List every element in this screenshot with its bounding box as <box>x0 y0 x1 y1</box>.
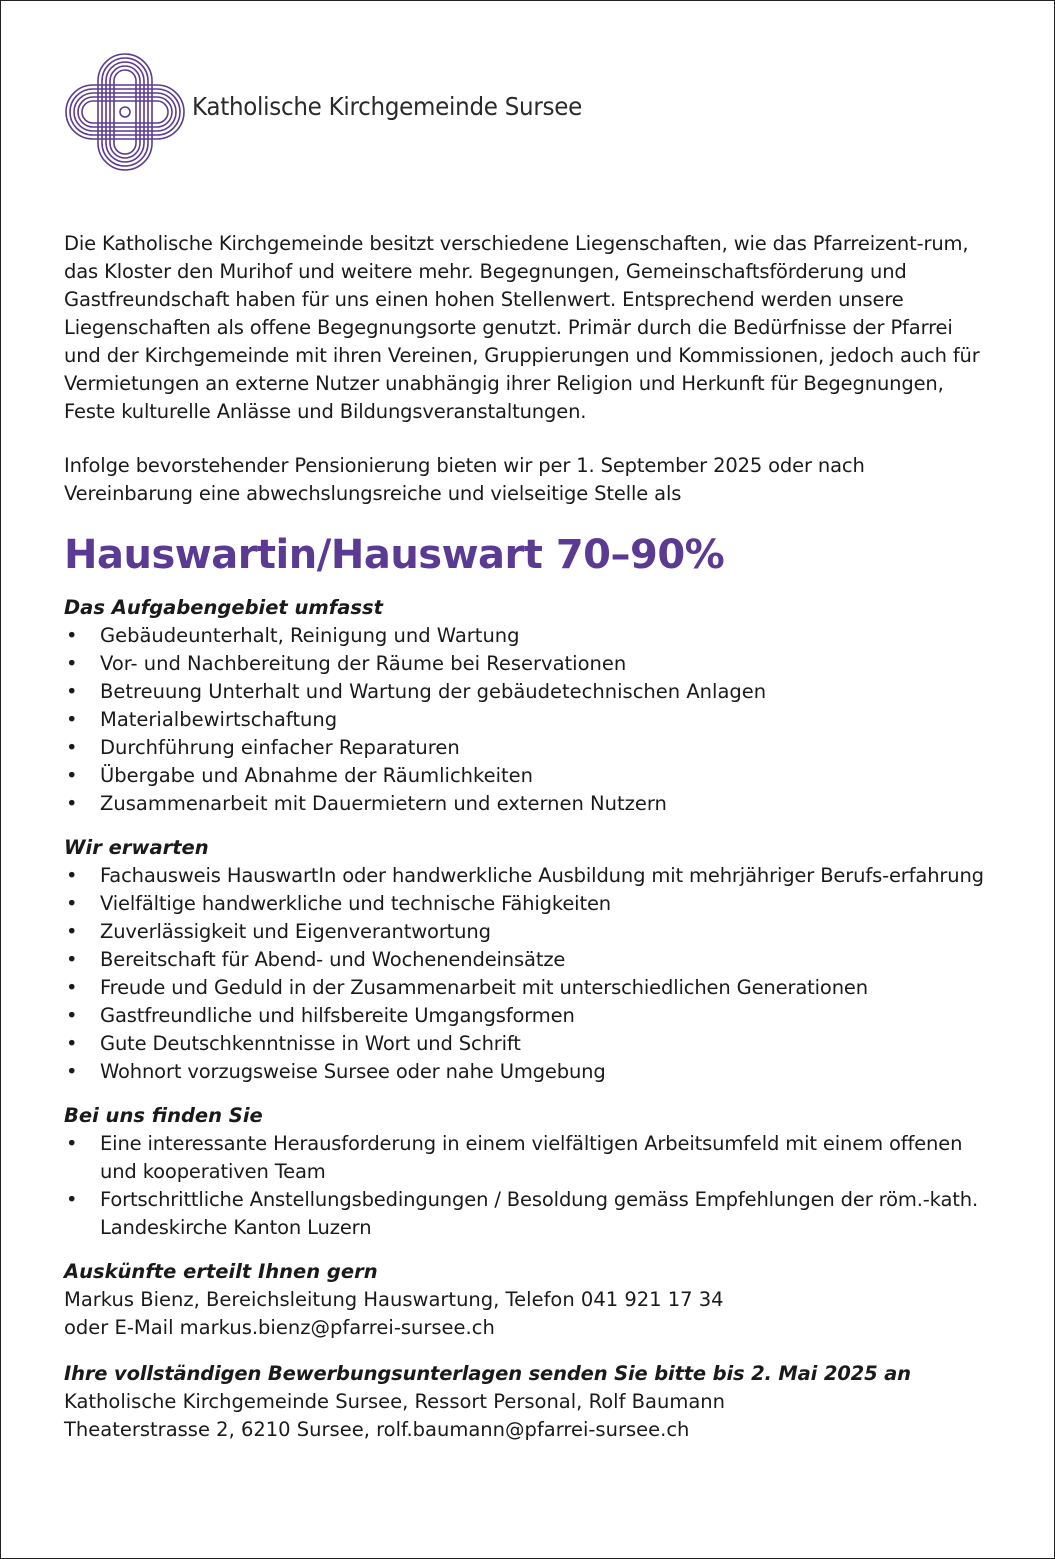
organization-name: Katholische Kirchgemeinde Sursee <box>192 92 582 121</box>
application-heading: Ihre vollständigen Bewerbungsunterlagen senden Sie bitte bis 2. Mai 2025 an <box>64 1362 911 1385</box>
list-item: • Materialbewirtschaftung <box>66 708 338 731</box>
list-item: • Übergabe und Abnahme der Räumlichkeiten <box>66 764 534 787</box>
section-heading-benefits: Bei uns finden Sie <box>64 1104 263 1127</box>
list-item: • Gastfreundliche und hilfsbereite Umgangsformen <box>66 1004 575 1027</box>
application-line-1: Katholische Kirchgemeinde Sursee, Ressort Personal, Rolf Baumann <box>64 1390 726 1413</box>
main-content <box>64 230 994 1444</box>
list-item: • Fortschrittliche Anstellungsbedingungen / Besoldung gemäss Empfehlungen der röm.-kath. Landeskirche Kanton Luzern <box>66 1188 979 1239</box>
expectations-list <box>64 862 994 1086</box>
list-item: • Vor- und Nachbereitung der Räume bei Reservationen <box>66 652 627 675</box>
section-heading-tasks: Das Aufgabengebiet umfasst <box>64 596 383 619</box>
list-item: • Gebäudeunterhalt, Reinigung und Wartung <box>66 624 520 647</box>
tasks-list <box>64 622 994 818</box>
application-line-2[interactable]: Theaterstrasse 2, 6210 Sursee, rolf.baumann@pfarrei-sursee.ch <box>64 1418 690 1441</box>
list-item: • Bereitschaft für Abend- und Wochenendeinsätze <box>66 948 566 971</box>
list-item: • Eine interessante Herausforderung in einem vielfältigen Arbeitsumfeld mit einem offenen und kooperativen Team <box>66 1132 963 1183</box>
header <box>64 52 764 172</box>
list-item: • Zusammenarbeit mit Dauermietern und externen Nutzern <box>66 792 667 815</box>
info-heading: Auskünfte erteilt Ihnen gern <box>64 1260 378 1283</box>
benefits-list <box>64 1130 994 1242</box>
list-item: • Betreuung Unterhalt und Wartung der gebäudetechnischen Anlagen <box>66 680 767 703</box>
list-item: • Gute Deutschkenntnisse in Wort und Schrift <box>66 1032 521 1055</box>
list-item: • Fachausweis HauswartIn oder handwerkliche Ausbildung mit mehrjähriger Berufs-erfahrung <box>66 864 984 887</box>
section-heading-expectations: Wir erwarten <box>64 836 209 859</box>
list-item: • Zuverlässigkeit und Eigenverantwortung <box>66 920 491 943</box>
list-item: • Vielfältige handwerkliche und technische Fähigkeiten <box>66 892 611 915</box>
info-line-2[interactable]: oder E-Mail markus.bienz@pfarrei-sursee.ch <box>64 1316 495 1339</box>
list-item: • Wohnort vorzugsweise Sursee oder nahe Umgebung <box>66 1060 606 1083</box>
labyrinth-cross-icon <box>64 52 186 172</box>
list-item: • Freude und Geduld in der Zusammenarbeit mit unterschiedlichen Generationen <box>66 976 868 999</box>
intro-paragraph: Die Katholische Kirchgemeinde besitzt verschiedene Liegenschaften, wie das Pfarreizent-rum, das Kloster den Murihof und weitere mehr. Begegnungen, Gemeinschaftsförderung und Gastfreundschaft haben für uns einen hohen Stellenwert. Entsprechend werden unsere Liegenschaften als offene Begegnungsorte genutzt. Primär durch die Bedürfnisse der Pfarrei und der Kirchgemeinde mit ihren Vereinen, Gruppierungen und Kommissionen, jedoch auch für Vermietungen an externe Nutzer unabhängig ihrer Religion und Herkunft für Begegnungen, Feste kulturelle Anlässe und Bildungsveranstaltungen. <box>64 232 980 423</box>
info-line-1: Markus Bienz, Bereichsleitung Hauswartung, Telefon 041 921 17 34 <box>64 1288 724 1311</box>
job-title: Hauswartin/Hauswart 70–90% <box>64 532 725 578</box>
list-item: • Durchführung einfacher Reparaturen <box>66 736 460 759</box>
offer-paragraph: Infolge bevorstehender Pensionierung bieten wir per 1. September 2025 oder nach Vereinbarung eine abwechslungsreiche und vielseitige Stelle als <box>64 454 865 505</box>
